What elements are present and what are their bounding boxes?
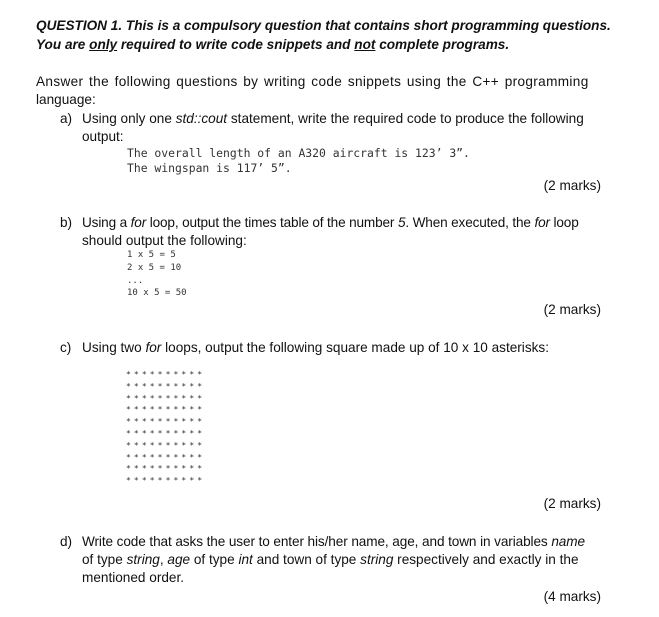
part-d-text-line1: Write code that asks the user to enter his/her name, age, and town in variables name (82, 534, 585, 549)
asterisk-row: ********** (126, 476, 206, 486)
part-d-letter: d) (60, 534, 73, 549)
asterisk-row: ********** (126, 440, 206, 450)
part-c-letter: c) (60, 340, 72, 355)
part-d-text-line3: mentioned order. (82, 570, 185, 585)
part-b-marks: (2 marks) (543, 302, 601, 317)
part-b-code-line: 1 x 5 = 5 (127, 250, 176, 260)
part-a-letter: a) (60, 111, 73, 126)
intro-text-line1: Answer the following questions by writing code snippets using the C++ programming (36, 74, 589, 89)
part-b-letter: b) (60, 215, 73, 230)
question-heading-line1: QUESTION 1. This is a compulsory question that contains short programming questions. (36, 18, 611, 33)
asterisk-row: ********** (126, 452, 206, 462)
asterisk-row: ********** (126, 428, 206, 438)
part-a-text-line1: Using only one std::cout statement, write the required code to produce the following (82, 111, 584, 126)
asterisk-row: ********** (126, 464, 206, 474)
asterisk-row: ********** (126, 405, 206, 415)
part-a-code-line: The overall length of an A320 aircraft is 123’ 3”. (127, 146, 470, 160)
asterisk-row: ********** (126, 381, 206, 391)
part-b-code-line: 2 x 5 = 10 (127, 263, 182, 273)
part-c-text-line1: Using two for loops, output the following square made up of 10 x 10 asterisks: (82, 340, 549, 355)
part-b-text-line2: should output the following: (82, 233, 247, 248)
asterisk-row: ********** (126, 417, 206, 427)
part-a-text-line2: output: (82, 129, 124, 144)
part-b-text-line1: Using a for loop, output the times table of the number 5. When executed, the for loop (82, 215, 579, 230)
part-a-code-line: The wingspan is 117’ 5”. (127, 161, 292, 175)
asterisk-row: ********** (126, 370, 206, 379)
asterisk-row: ********** (126, 393, 206, 403)
asterisk-square (126, 369, 205, 487)
part-a-marks: (2 marks) (543, 178, 601, 193)
part-b-code-line: 10 x 5 = 50 (127, 288, 187, 298)
question-heading-line2: You are only required to write code snippets and not complete programs. (36, 37, 510, 52)
part-d-marks: (4 marks) (543, 589, 601, 604)
intro-text-line2: language: (36, 92, 96, 107)
part-c-marks: (2 marks) (543, 496, 601, 511)
part-d-text-line2: of type string, age of type int and town of type string respectively and exactly in the (82, 552, 579, 567)
part-b-code-line: ... (127, 276, 144, 286)
